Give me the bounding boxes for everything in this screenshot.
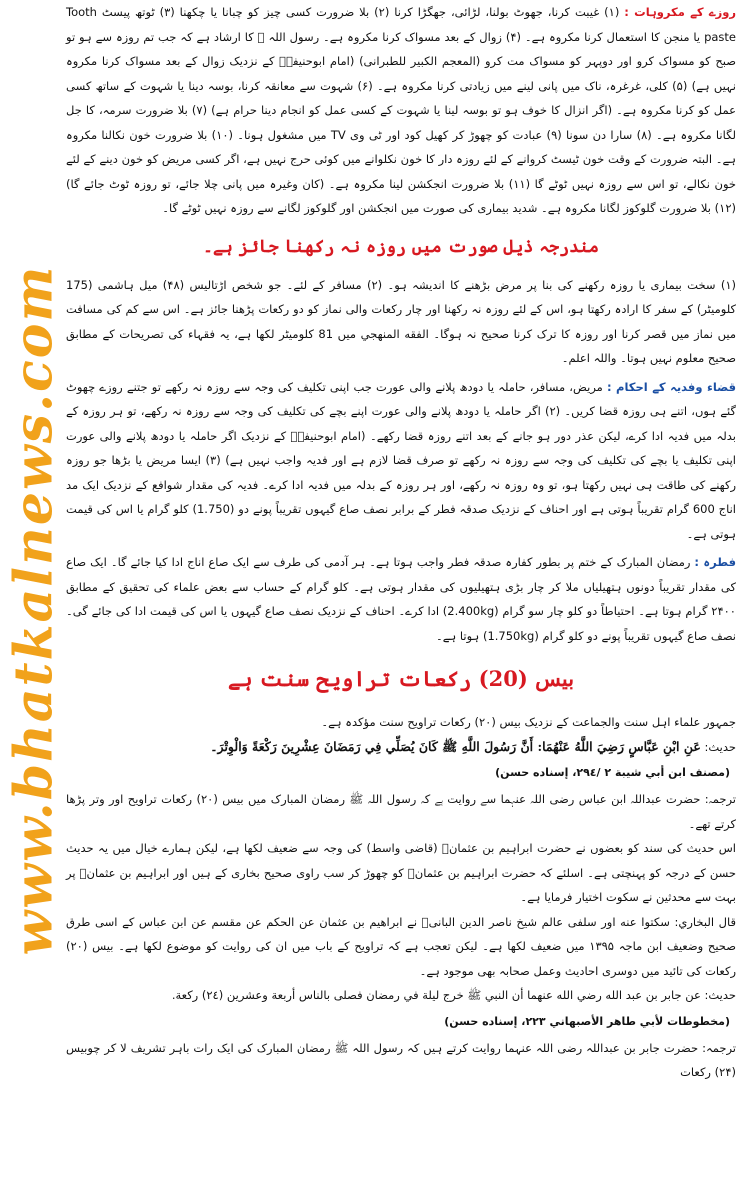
exemptions-text: (۱) سخت بیماری یا روزہ رکھنے کی بنا پر مرض بڑھنے کا اندیشہ ہو۔ (۲) مسافر کے لئے۔ جو شخص اڑتالیس (۴۸) میل ہاشمی (175 کلومیٹر) کے سفر کا ارادہ رکھتا ہو، اس کے لئے روزہ نہ رکھنا اور چار رکعات والی نماز کو دو رکعات پڑھنا جائز ہے۔ اس سے کم کی مسافت میں نماز میں قصر کرنا اور روزہ کا ترک کرنا صحیح نہ ہوگا۔ الفقه المنهجي میں 81 کلومیٹر لکھا ہے، یہ فقہاء کی تصریحات کے مطابق صحیح معلوم نہیں ہوتا۔ واللہ اعلم۔ <box>66 277 737 365</box>
makruhat-text: (۱) غیبت کرنا، جھوٹ بولنا، لڑائی، جھگڑا کرنا (۲) بلا ضرورت کسی چیز کو چبانا یا چکھنا (۳) ٹوتھ پیسٹ Tooth paste یا منجن کا استعمال کرنا مکروہ ہے۔ (۴) زوال کے بعد مسواک کرنا مکروہ ہے۔ رسول اللہ ﷺ کا ارشاد ہے کہ جب تم روزہ سے ہو تو صبح کو مسواک کرو اور دوپہر کو مسواک مت کرو (المعجم الکبیر للطبرانی) (امام ابوحنیفہؒ کے نزدیک زوال کے بعد مسواک کرنا مکروہ نہیں ہے) (۵) کلی، غرغرہ، ناک میں پانی لینے میں زیادتی کرنا مکروہ ہے۔ (۶) شہوت سے معانقہ کرنا، بوسہ دینا یا شہوت کے ساتھ کسی عمل کو کرنا مکروہ ہے۔ (اگر انزال کا خوف ہو تو بوسہ لینا یا شہوت کے کسی عمل کو انجام دینا حرام ہے) (۷) بلا ضرورت سرمہ، کا جل لگانا مکروہ ہے۔ (۸) سارا دن سونا (۹) عبادت کو چھوڑ کر کھیل کود اور ٹی وی TV میں مشغول ہونا۔ (۱۰) بلا ضرورت خون نکالنا مکروہ ہے۔ البتہ ضرورت کے وقت خون ٹیسٹ کروانے کے لئے روزہ دار کا خون نکلوانے میں کوئی حرج نہیں ہے، اگر کسی مریض کو خون دینے کے لئے خون نکالے، تو اس سے روزہ نہیں ٹوٹے گا (۱۱) بلا ضرورت انجکشن لینا مکروہ ہے۔ (کان وغیرہ میں پانی چلا جائے، تو روزہ ٹوٹ جائے گا) (۱۲) بلا ضرورت گلوکوز لگانا مکروہ ہے۔ شدید بیماری کی صورت میں انجکشن اور گلوکوز لگانے سے روزہ نہیں ٹوٹے گا۔ <box>66 5 736 215</box>
makruhat-heading: روزے کے مکروہات : <box>624 5 736 19</box>
fitra-paragraph <box>66 550 736 648</box>
qaza-paragraph <box>66 375 736 547</box>
qaza-text: مریض، مسافر، حاملہ یا دودھ پلانے والی عورت جب اپنی تکلیف کی وجہ سے روزہ نہ رکھے تو جتنے روزے چھوٹ گئے ہوں، اتنے ہی روزہ قضا کریں۔ (۲) اگر حاملہ یا دودھ پلانے والی عورت اپنے بچے کی تکلیف کی وجہ سے روزہ نہ رکھے، تو ہر روزہ کے بدلہ میں فدیہ ادا کرے، لیکن عذر دور ہو جانے کے بعد اتنے روزہ قضا رکھے۔ (امام ابوحنیفہؒ کے نزدیک اگر حاملہ یا دودھ پلانے والی عورت اپنی تکلیف یا بچے کی تکلیف کی وجہ سے روزہ نہ رکھے تو صرف قضا لازم ہے اور فدیہ واجب نہیں ہے) (۳) ایسا مریض یا بڑھا جو روزہ رکھنے کی طاقت ہی نہیں رکھتا ہو، تو وہ روزہ نہ رکھے، اور ہر روزہ کے بدلہ میں فدیہ ادا کرے۔ فدیہ کی مقدار شوافع کے نزدیک ایک مد اناج 600 گرام تقریباً ہوتی ہے اور احناف کے نزدیک صدقہ فطر کے برابر نصف صاع گیہوں تقریباً پونے دو (1.750) کلو گرام یا اس کی قیمت ہوتی ہے۔ <box>66 379 736 541</box>
reference-1: (مصنف ابن أبي شيبة ٢ /٢٩٤، إسناده حسن) <box>495 766 730 779</box>
hadith-2: حدیث: عن جابر بن عبد الله رضي الله عنهما أن النبي ﷺ خرج ليلة في رمضان فصلى بالناس أربعة وعشرين (٢٤) ركعة. <box>171 988 736 1002</box>
taraweeh-heading: بیس (20) رکعات تراویح سنت ہے <box>227 666 575 691</box>
explanation-1: اس حدیث کی سند کو بعضوں نے حضرت ابراہیم بن عثمانؒ (قاضی واسط) کی وجہ سے ضعیف لکھا ہے، لیکن ہمارے خیال میں یہ حدیث حسن کے درجہ کو پہنچتی ہے۔ اسلئے کہ حضرت ابراہیم بن عثمانؒ کو چھوڑ کر سب راوی صحیح بخاری کے ہیں اور ابراہیم بن عثمانؒ پر بہت سے محدثین نے سکوت اختیار فرمایا ہے۔ <box>66 841 736 904</box>
hadith-1-arabic: عَنِ ابْنِ عَبَّاسٍ رَضِيَ اللَّهُ عَنْهُمَا: أَنَّ رَسُولَ اللَّهِ ﷺ كَانَ يُصَلِّي فِي رَمَضَانَ عِشْرِينَ رَكْعَةً وَالْوِتْرَ۔ <box>210 738 701 754</box>
reference-2: (مخطوطات لأبي طاهر الأصبهاني ٢٢٣، إسناده حسن) <box>444 1014 730 1028</box>
website-watermark: www.bhatkalnews.com <box>3 264 65 956</box>
hadith-1 <box>66 735 736 760</box>
makruhat-paragraph <box>66 0 736 221</box>
translation-2: ترجمہ: حضرت جابر بن عبداللہ رضی اللہ عنہما روایت کرتے ہیں کہ رسول اللہ ﷺ رمضان المبارک کی ایک رات باہر تشریف لا کر چوبیس (۲۴) رکعات <box>66 1040 736 1079</box>
fitra-text: رمضان المبارک کے ختم پر بطور کفارہ صدقہ فطر واجب ہوتا ہے۔ ہر آدمی کی طرف سے ایک صاع اناج ادا کیا جائے گا۔ ایک صاع کی مقدار تقریباً دونوں ہتھیلیاں ملا کر چار بڑی ہتھیلیوں کی مقدار ہوتی ہے۔ کلو گرام کے حساب سے بعض علماء کی تحقیق کے مطابق ۲۴۰۰ گرام ہوتا ہے۔ احتیاطاً دو کلو چار سو گرام (2.400kg) ادا کرے۔ احناف کے نزدیک نصف صاع گیہوں یا اس کی قیمت ادا کی جائے گی۔ نصف صاع گیہوں تقریباً پونے دو کلو گرام (1.750kg) ہوتا ہے۔ <box>66 555 736 643</box>
bukhari-note: قال البخاري: سكتوا عنه اور سلفی عالم شیخ ناصر الدین البانیؒ نے ابراهيم بن عثمان عن الحكم عن مقسم عن ابن عباس کے اسی طرق صحیح وضعیف ابن ماجہ ۱۳۹۵ میں ضعیف لکھا ہے۔ لیکن تعجب ہے کہ تراویح کے باب میں ان کی روایت کو موضوع لکھا ہے۔ بیس (۲۰) رکعات کی تائید میں دوسری احادیث وعمل صحابہ بھی موجود ہے۔ <box>66 914 736 978</box>
article-body <box>66 0 736 1085</box>
taraweeh-intro: جمہور علماء اہل سنت والجماعت کے نزدیک بیس (۲۰) رکعات تراویح سنت مؤکدہ ہے۔ <box>321 715 736 729</box>
exemptions-heading: مندرجہ ذیل صورت میں روزہ نہ رکھنا جائز ہے۔ <box>203 236 599 257</box>
fitra-heading: فطرہ : <box>694 555 736 569</box>
qaza-heading: قضاء وفدیہ کے احکام : <box>606 379 737 394</box>
hadith-1-label: حدیث: <box>704 739 736 754</box>
translation-1: ترجمہ: حضرت عبداللہ ابن عباس رضی اللہ عنہما سے روایت ہے کہ رسول اللہ ﷺ رمضان المبارک میں بیس (۲۰) رکعات تراویح اور وتر پڑھا کرتے تھے۔ <box>66 792 736 831</box>
